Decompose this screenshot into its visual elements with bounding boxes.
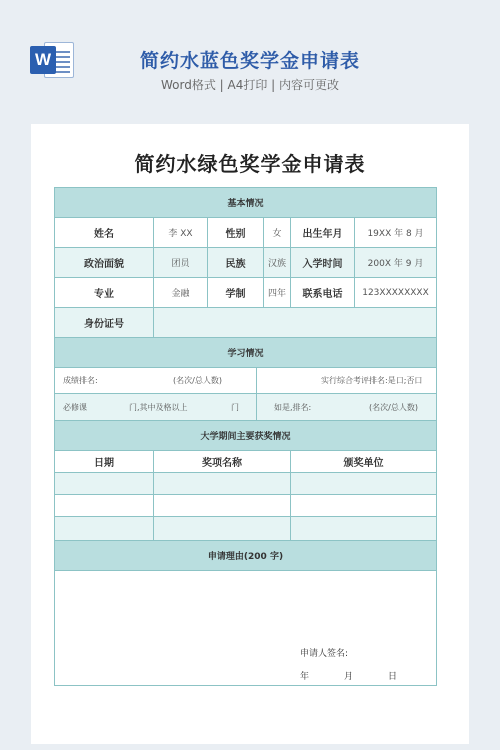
awards-col-issuer: 颁奖单位 [343, 458, 384, 469]
award-issuer-cell[interactable] [291, 517, 436, 540]
rank-unit: (名次/总人数) [173, 376, 222, 385]
comp-eval-cell[interactable] [257, 368, 436, 393]
basic-row-1 [55, 218, 436, 248]
required-mid: 门,其中及格以上 [129, 402, 188, 412]
award-name-cell[interactable] [154, 495, 291, 516]
award-date-cell[interactable] [55, 473, 154, 494]
award-date-cell[interactable] [55, 517, 154, 540]
section-reason-title: 申请理由(200 字) [207, 552, 284, 562]
birth-label: 出生年月 [291, 218, 355, 247]
application-form [54, 187, 437, 686]
comp-rank-label: 如是,排名: [274, 402, 312, 412]
study-row-2 [55, 394, 436, 421]
id-value[interactable] [154, 308, 436, 337]
ethnic-value[interactable]: 汉族 [264, 248, 291, 277]
enroll-value[interactable]: 200X 年 9 月 [367, 259, 424, 269]
awards-header-row [55, 451, 436, 473]
system-value[interactable]: 四年 [264, 278, 291, 307]
phone-label: 联系电话 [291, 278, 355, 307]
comp-eval-label: 实行综合考评排名:是口;否口 [321, 376, 423, 385]
gender-label: 性别 [208, 218, 264, 247]
gender-value[interactable]: 女 [264, 218, 291, 247]
table-row [55, 517, 436, 541]
enroll-label: 入学时间 [291, 248, 355, 277]
section-awards-title: 大学期间主要获奖情况 [200, 432, 291, 442]
birth-value[interactable]: 19XX 年 8 月 [367, 229, 424, 239]
header-title: 简约水蓝色奖学金申请表 [139, 50, 360, 72]
required-unit: 门 [231, 402, 239, 412]
id-label: 身份证号 [55, 308, 154, 337]
system-label: 学制 [208, 278, 264, 307]
study-row-1 [55, 368, 436, 394]
word-icon [30, 40, 76, 80]
major-value[interactable]: 金融 [154, 278, 208, 307]
politics-value[interactable]: 团员 [154, 248, 208, 277]
awards-col-name: 奖项名称 [154, 451, 291, 472]
document-title: 简约水绿色奖学金申请表 [134, 152, 366, 176]
award-issuer-cell[interactable] [291, 473, 436, 494]
comp-rank-cell[interactable] [257, 394, 436, 420]
date-month-label: 月 [344, 672, 354, 682]
basic-row-2 [55, 248, 436, 278]
date-day-label: 日 [388, 672, 398, 682]
required-label: 必修课 [63, 402, 87, 412]
phone-value[interactable]: 123XXXXXXXX [362, 287, 429, 298]
section-reason [55, 541, 436, 571]
word-badge: W [30, 46, 56, 74]
name-value[interactable]: 李 XX [154, 218, 208, 247]
header-subtitle: Word格式 | A4打印 | 内容可更改 [160, 78, 340, 92]
reason-area[interactable] [55, 571, 436, 685]
awards-col-date: 日期 [55, 451, 154, 472]
signature-label: 申请人签名: [300, 649, 349, 659]
politics-label: 政治面貌 [55, 248, 154, 277]
section-awards [55, 421, 436, 451]
section-basic-title: 基本情况 [227, 199, 264, 209]
award-issuer-cell[interactable] [291, 495, 436, 516]
basic-row-4 [55, 308, 436, 338]
comp-rank-unit: (名次/总人数) [369, 402, 418, 412]
section-study-title: 学习情况 [227, 349, 264, 359]
section-basic [55, 188, 436, 218]
award-name-cell[interactable] [154, 473, 291, 494]
required-cell[interactable] [55, 394, 257, 420]
rank-cell[interactable] [55, 368, 257, 393]
section-study [55, 338, 436, 368]
award-date-cell[interactable] [55, 495, 154, 516]
basic-row-3 [55, 278, 436, 308]
major-label: 专业 [55, 278, 154, 307]
name-label: 姓名 [55, 218, 154, 247]
rank-label: 成绩排名: [63, 376, 98, 385]
page-header [0, 0, 500, 108]
table-row [55, 495, 436, 517]
award-name-cell[interactable] [154, 517, 291, 540]
ethnic-label: 民族 [208, 248, 264, 277]
date-year-label: 年 [300, 672, 310, 682]
table-row [55, 473, 436, 495]
